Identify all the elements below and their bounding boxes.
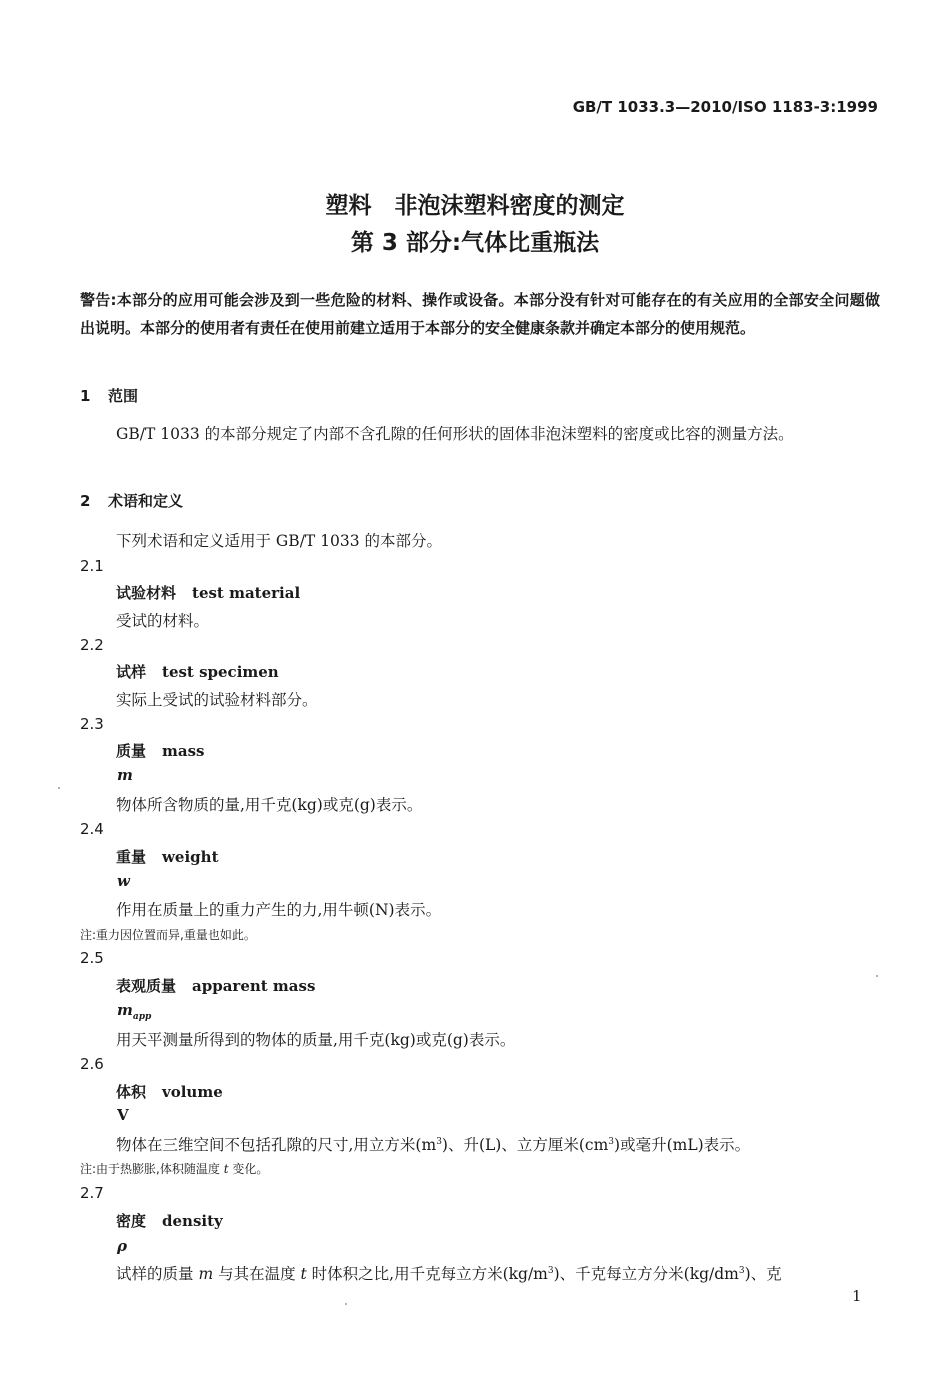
term-zh: 质量: [116, 742, 147, 760]
term-title: [116, 740, 205, 761]
scan-speck: [58, 787, 60, 789]
term-zh: 体积: [116, 1083, 147, 1101]
terms-intro: 下列术语和定义适用于 GB/T 1033 的本部分。: [116, 532, 443, 550]
scan-speck: [876, 975, 878, 977]
section-number: 1: [80, 387, 91, 405]
term-en: test specimen: [162, 663, 279, 681]
term-title: [116, 846, 219, 867]
term-title: [116, 1210, 223, 1231]
clause-number: 2.2: [80, 636, 104, 654]
clause-number: 2.4: [80, 820, 104, 838]
term-symbol: m: [117, 766, 133, 784]
term-symbol: V: [117, 1106, 129, 1124]
term-title: [116, 661, 279, 682]
clause-number: 2.6: [80, 1055, 104, 1073]
term-title: [116, 1081, 223, 1102]
section-title: 范围: [108, 387, 139, 405]
term-symbol: [117, 1001, 151, 1022]
term-title: [116, 975, 315, 996]
scan-speck: [345, 1303, 347, 1305]
term-zh: 重量: [116, 848, 147, 866]
term-definition: 物体在三维空间不包括孔隙的尺寸,用立方米$(m^3)$、升(L)、立方厘米$(cm^3)$或毫升(mL)表示。: [116, 1136, 751, 1154]
symbol-subscript: app: [132, 1012, 152, 1022]
section-heading-terms: [80, 490, 183, 511]
warning-paragraph: 警告:本部分的应用可能会涉及到一些危险的材料、操作或设备。本部分没有针对可能存在的有关应用的全部安全问题做出说明。本部分的使用者有责任在使用前建立适用于本部分的安全健康条款并确定本部分的使用规范。: [80, 291, 880, 337]
term-zh: 试验材料: [116, 584, 177, 602]
page-number: 1: [852, 1287, 862, 1305]
term-definition: 用天平测量所得到的物体的质量,用千克(kg)或克(g)表示。: [116, 1031, 516, 1049]
term-en: test material: [192, 584, 301, 602]
scope-paragraph: GB/T 1033 的本部分规定了内部不含孔隙的任何形状的固体非泡沫塑料的密度或比容的测量方法。: [116, 425, 794, 443]
term-zh: 密度: [116, 1212, 147, 1230]
term-zh: 试样: [116, 663, 147, 681]
term-note: 注:由于热膨胀,体积随温度 t 变化。: [80, 1162, 269, 1176]
term-definition: 作用在质量上的重力产生的力,用牛顿(N)表示。: [116, 901, 442, 919]
page-subtitle: 第 3 部分:气体比重瓶法: [350, 230, 600, 256]
symbol-main: m: [117, 1001, 133, 1019]
clause-number: 2.7: [80, 1184, 104, 1202]
term-en: weight: [162, 848, 219, 866]
clause-number: 2.1: [80, 557, 104, 575]
term-definition: 实际上受试的试验材料部分。: [116, 691, 318, 709]
term-symbol: w: [117, 872, 130, 890]
term-en: density: [162, 1212, 223, 1230]
section-heading-scope: [80, 385, 138, 406]
term-en: volume: [162, 1083, 223, 1101]
term-en: apparent mass: [192, 977, 316, 995]
section-number: 2: [80, 492, 91, 510]
term-symbol: ρ: [117, 1237, 127, 1255]
term-definition: 物体所含物质的量,用千克(kg)或克(g)表示。: [116, 796, 423, 814]
term-zh: 表观质量: [116, 977, 177, 995]
page-title: 塑料 非泡沫塑料密度的测定: [325, 193, 625, 219]
clause-number: 2.3: [80, 715, 104, 733]
term-definition: 试样的质量 m 与其在温度 t 时体积之比,用千克每立方米$(kg/m^3)$、千克每立方分米$(kg/dm^3)$、克: [116, 1265, 782, 1283]
clause-number: 2.5: [80, 949, 104, 967]
section-title: 术语和定义: [108, 492, 184, 510]
term-definition: 受试的材料。: [116, 612, 210, 630]
term-title: [116, 582, 300, 603]
term-en: mass: [162, 742, 205, 760]
standard-number: GB/T 1033.3—2010/ISO 1183-3:1999: [572, 98, 878, 116]
term-note: 注:重力因位置而异,重量也如此。: [80, 928, 256, 942]
